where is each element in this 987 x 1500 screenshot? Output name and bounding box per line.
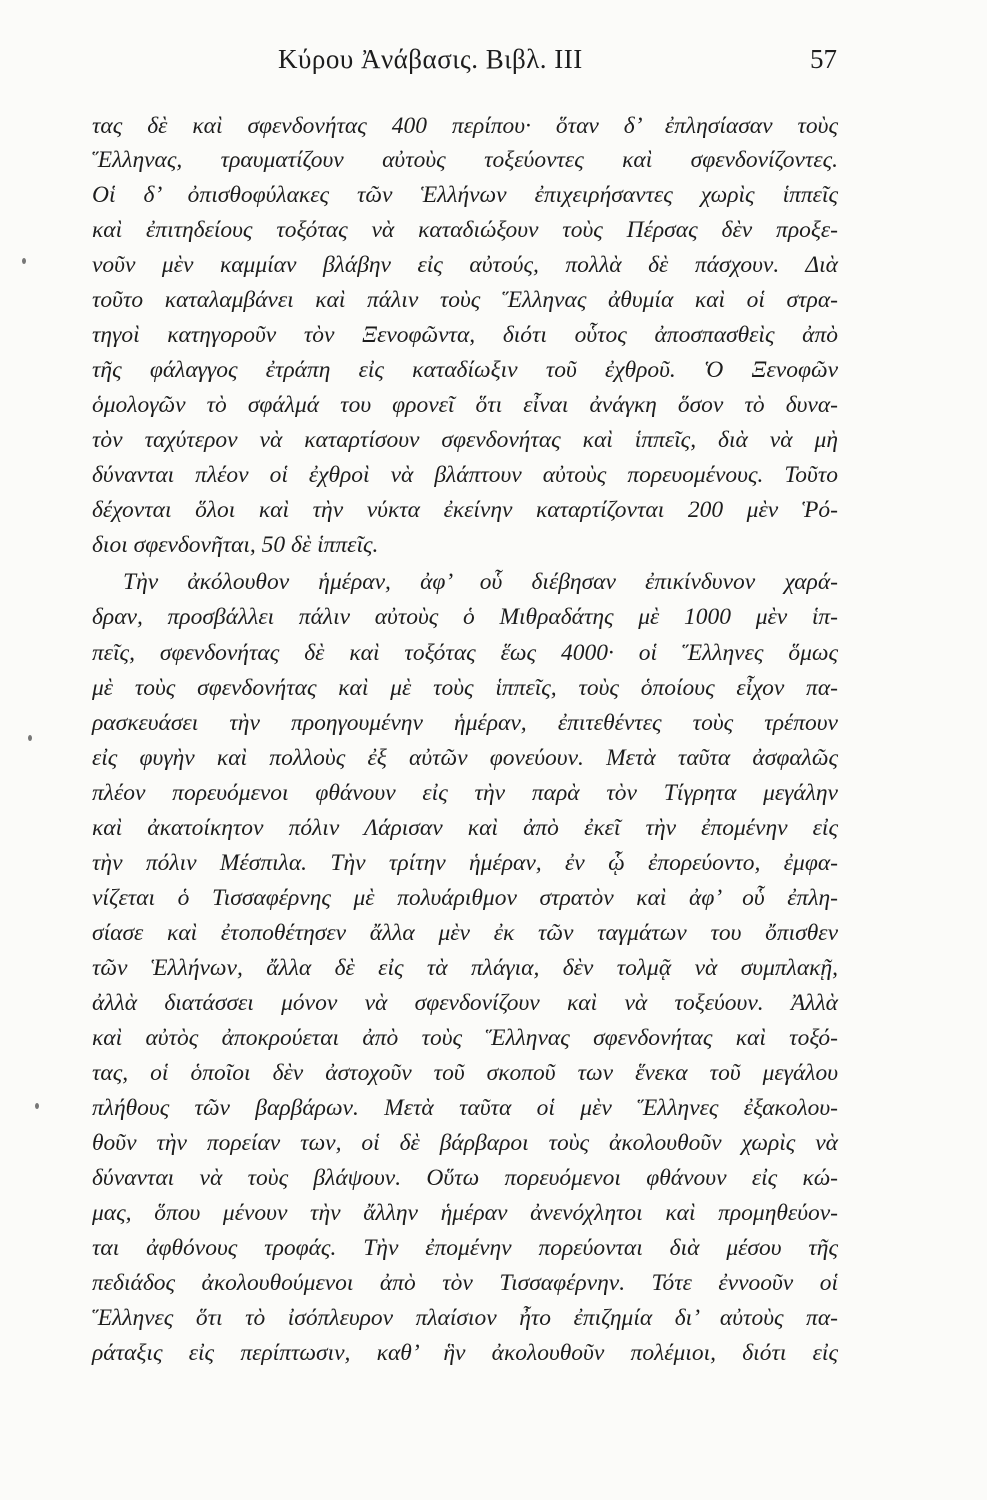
text-line: τῶν Ἑλλήνων, ἄλλα δὲ εἰς τὰ πλάγια, δὲν τολμᾷ νὰ συμπλακῇ, <box>92 955 838 981</box>
text-line: μας, ὅπου μένουν τὴν ἄλλην ἡμέραν ἀνενόχλητοι καὶ προμηθεύον- <box>92 1200 838 1226</box>
text-line: ράταξις εἰς περίπτωσιν, καθ’ ἣν ἀκολουθοῦν πολέμιοι, διότι εἰς <box>92 1340 838 1366</box>
text-line: μὲ τοὺς σφενδονήτας καὶ μὲ τοὺς ἱππεῖς, τοὺς ὁποίους εἶχον πα- <box>92 675 838 701</box>
text-line: καὶ ἀκατοίκητον πόλιν Λάρισαν καὶ ἀπὸ ἐκεῖ τὴν ἐπομένην εἰς <box>92 815 838 841</box>
text-line: Οἱ δ’ ὀπισθοφύλακες τῶν Ἑλλήνων ἐπιχειρήσαντες χωρὶς ἱππεῖς <box>92 182 838 208</box>
margin-speck <box>22 258 26 264</box>
text-line: σίασε καὶ ἐτοποθέτησεν ἄλλα μὲν ἐκ τῶν ταγμάτων του ὄπισθεν <box>92 920 838 946</box>
text-line: Ἕλληνες ὅτι τὸ ἰσόπλευρον πλαίσιον ἦτο ἐπιζημία δι’ αὐτοὺς πα- <box>92 1305 838 1331</box>
margin-speck <box>35 1103 39 1109</box>
text-line: δύνανται νὰ τοὺς βλάψουν. Οὕτω πορευόμενοι φθάνουν εἰς κώ- <box>92 1165 838 1191</box>
page-number: 57 <box>810 44 837 74</box>
text-line: τῆς φάλαγγος ἐτράπη εἰς καταδίωξιν τοῦ ἐχθροῦ. Ὁ Ξενοφῶν <box>92 357 838 383</box>
text-line: εἰς φυγὴν καὶ πολλοὺς ἐξ αὐτῶν φονεύουν. Μετὰ ταῦτα ἀσφαλῶς <box>92 745 838 771</box>
text-line: πλήθους τῶν βαρβάρων. Μετὰ ταῦτα οἱ μὲν Ἕλληνες ἐξακολου- <box>92 1095 838 1121</box>
text-line: τὸν ταχύτερον νὰ καταρτίσουν σφενδονήτας καὶ ἱππεῖς, διὰ νὰ μὴ <box>92 427 838 453</box>
text-line: ὁμολογῶν τὸ σφάλμά του φρονεῖ ὅτι εἶναι ἀνάγκη ὅσον τὸ δυνα- <box>92 392 838 418</box>
text-line: πεδιάδος ἀκολουθούμενοι ἀπὸ τὸν Τισσαφέρνην. Τότε ἐννοοῦν οἱ <box>92 1270 838 1296</box>
text-line: Ἕλληνας, τραυματίζουν αὐτοὺς τοξεύοντες καὶ σφενδονίζοντες. <box>92 147 838 173</box>
text-line: τας δὲ καὶ σφενδονήτας 400 περίπου· ὅταν δ’ ἐπλησίασαν τοὺς <box>92 113 838 139</box>
paragraph-first-line: Τὴν ἀκόλουθον ἡμέραν, ἀφ’ οὗ διέβησαν ἐπικίνδυνον χαρά- <box>123 569 838 595</box>
text-line: καὶ αὐτὸς ἀποκρούεται ἀπὸ τοὺς Ἕλληνας σφενδονήτας καὶ τοξό- <box>92 1025 838 1051</box>
text-line: τηγοὶ κατηγοροῦν τὸν Ξενοφῶντα, διότι οὗτος ἀποσπασθεὶς ἀπὸ <box>92 322 838 348</box>
text-line: τὴν πόλιν Μέσπιλα. Τὴν τρίτην ἡμέραν, ἐν ᾧ ἐπορεύοντο, ἐμφα- <box>92 850 838 876</box>
text-line: δέχονται ὅλοι καὶ τὴν νύκτα ἐκείνην καταρτίζονται 200 μὲν Ῥό- <box>92 497 838 523</box>
text-line: τας, οἱ ὁποῖοι δὲν ἀστοχοῦν τοῦ σκοποῦ των ἕνεκα τοῦ μεγάλου <box>92 1060 838 1086</box>
text-line: πεῖς, σφενδονήτας δὲ καὶ τοξότας ἕως 4000· οἱ Ἕλληνες ὅμως <box>92 640 838 666</box>
text-line: καὶ ἐπιτηδείους τοξότας νὰ καταδιώξουν τοὺς Πέρσας δὲν προξε- <box>92 217 838 243</box>
text-line: ται ἀφθόνους τροφάς. Τὴν ἐπομένην πορεύονται διὰ μέσου τῆς <box>92 1235 838 1261</box>
text-line: δραν, προσβάλλει πάλιν αὐτοὺς ὁ Μιθραδάτης μὲ 1000 μὲν ἱπ- <box>92 604 838 630</box>
text-line: διοι σφενδονῆται, 50 δὲ ἱππεῖς. <box>92 532 379 558</box>
text-line: δύνανται πλέον οἱ ἐχθροὶ νὰ βλάπτουν αὐτοὺς πορευομένους. Τοῦτο <box>92 462 838 488</box>
margin-speck <box>28 735 32 741</box>
text-line: θοῦν τὴν πορείαν των, οἱ δὲ βάρβαροι τοὺς ἀκολουθοῦν χωρὶς νὰ <box>92 1130 838 1156</box>
text-line: νοῦν μὲν καμμίαν βλάβην εἰς αὐτούς, πολλὰ δὲ πάσχουν. Διὰ <box>92 252 838 278</box>
text-line: πλέον πορευόμενοι φθάνουν εἰς τὴν παρὰ τὸν Τίγρητα μεγάλην <box>92 780 838 806</box>
text-line: ρασκευάσει τὴν προηγουμένην ἡμέραν, ἐπιτεθέντες τοὺς τρέπουν <box>92 710 838 736</box>
text-line: νίζεται ὁ Τισσαφέρνης μὲ πολυάριθμον στρατὸν καὶ ἀφ’ οὗ ἐπλη- <box>92 885 838 911</box>
text-line: τοῦτο καταλαμβάνει καὶ πάλιν τοὺς Ἕλληνας ἀθυμία καὶ οἱ στρα- <box>92 287 838 313</box>
text-line: ἀλλὰ διατάσσει μόνον νὰ σφενδονίζουν καὶ νὰ τοξεύουν. Ἀλλὰ <box>92 990 838 1016</box>
running-title: Κύρου Ἀνάβασις. Βιβλ. III <box>278 44 583 74</box>
